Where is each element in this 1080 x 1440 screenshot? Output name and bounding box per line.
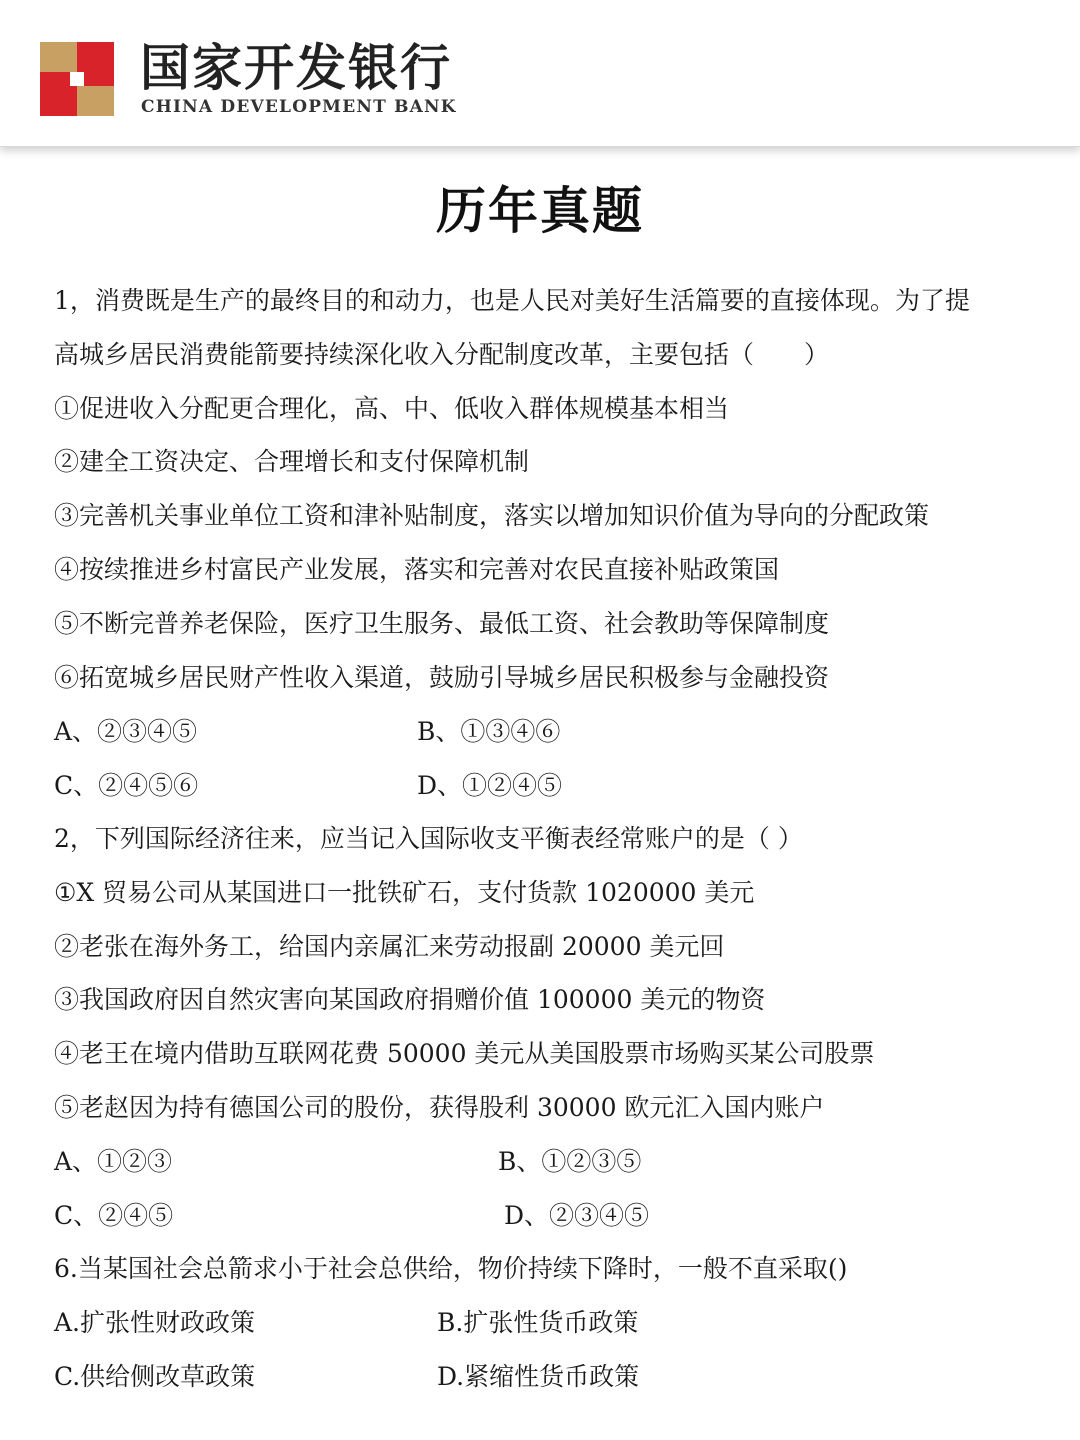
q1-item-6: ⑥拓宽城乡居民财产性收入渠道，鼓励引导城乡居民积极参与金融投资 <box>54 663 830 692</box>
q6-option-c: C.供给侧改草政策 <box>54 1362 256 1391</box>
q2-option-d: D、②③④⑤ <box>504 1201 650 1230</box>
q2-item-3: ③我国政府因自然灾害向某国政府捐赠价值 100000 美元的物资 <box>54 985 766 1014</box>
q2-item-1: ①X 贸易公司从某国进口一批铁矿石，支付货款 1020000 美元 <box>54 878 755 907</box>
bank-name-cn: 国家开发银行 <box>140 38 452 97</box>
page-header <box>0 0 1080 147</box>
q2-item-4: ④老王在境内借助互联网花费 50000 美元从美国股票市场购买某公司股票 <box>54 1039 875 1068</box>
q6-option-b: B.扩张性货币政策 <box>437 1308 639 1337</box>
q2-option-c: C、②④⑤ <box>54 1201 174 1230</box>
bank-name-en: CHINA DEVELOPMENT BANK <box>141 97 457 117</box>
q6-option-d: D.紧缩性货币政策 <box>437 1362 640 1391</box>
q1-item-5: ⑤不断完普养老保险，医疗卫生服务、最低工资、社会教助等保障制度 <box>54 609 830 638</box>
q2-item-2: ②老张在海外务工，给国内亲属汇来劳动报副 20000 美元回 <box>54 932 725 961</box>
q1-option-b: B、①③④⑥ <box>417 717 561 746</box>
q1-item-1: ①促进收入分配更合理化，高、中、低收入群体规模基本相当 <box>54 394 730 423</box>
q2-option-b: B、①②③⑤ <box>498 1147 642 1176</box>
q1-option-d: D、①②④⑤ <box>417 771 563 800</box>
q2-stem-line-1: 2，下列国际经济往来，应当记入国际收支平衡表经常账户的是（ ） <box>54 824 803 853</box>
q2-item-5: ⑤老赵因为持有德国公司的股份，获得股利 30000 欧元汇入国内账户 <box>54 1093 825 1122</box>
q1-item-3: ③完善机关事业单位工资和津补贴制度，落实以增加知识价值为导向的分配政策 <box>54 501 930 530</box>
q1-option-c: C、②④⑤⑥ <box>54 771 199 800</box>
q6-stem-line-1: 6.当某国社会总箭求小于社会总供给，物价持续下降时，一般不直采取() <box>54 1254 848 1283</box>
q1-stem-line-1: 1，消费既是生产的最终目的和动力，也是人民对美好生活篇要的直接体现。为了提 <box>54 286 970 315</box>
q2-option-a: A、①②③ <box>54 1147 173 1176</box>
q6-option-a: A.扩张性财政政策 <box>54 1308 256 1337</box>
q1-option-a: A、②③④⑤ <box>54 717 198 746</box>
q1-stem-line-2: 高城乡居民消费能箭要持续深化收入分配制度改革，主要包括（ ） <box>54 340 830 369</box>
bank-logo-icon <box>40 42 114 116</box>
q1-item-2: ②建全工资决定、合理增长和支付保障机制 <box>54 447 530 476</box>
page-title: 历年真题 <box>436 181 644 240</box>
q1-item-4: ④按续推进乡村富民产业发展，落实和完善对农民直接补贴政策国 <box>54 555 780 584</box>
